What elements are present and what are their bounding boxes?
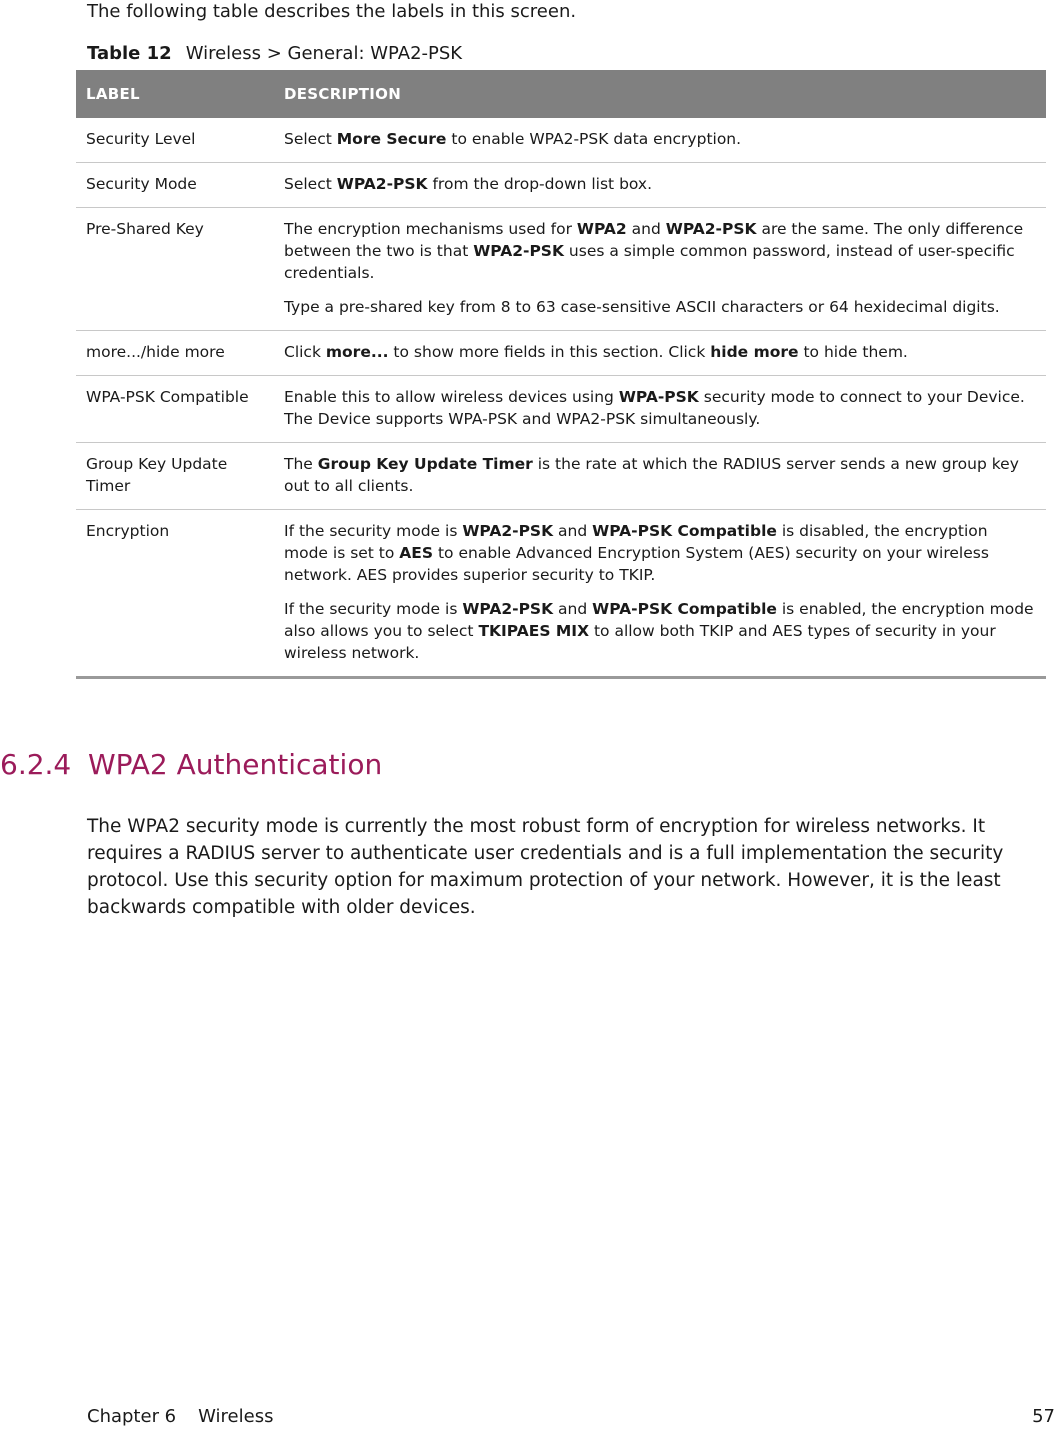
text-segment: and bbox=[626, 220, 666, 238]
section-heading bbox=[0, 748, 382, 781]
description-paragraph bbox=[284, 128, 1036, 150]
bold-term: Group Key Update Timer bbox=[317, 455, 533, 473]
row-label: Group Key Update Timer bbox=[76, 443, 274, 510]
bold-term: More Secure bbox=[336, 130, 447, 148]
text-segment: The bbox=[284, 455, 318, 473]
description-paragraph bbox=[284, 341, 1036, 363]
row-label: more.../hide more bbox=[76, 331, 274, 376]
table-row bbox=[76, 510, 1046, 678]
page-number: 57 bbox=[1032, 1406, 1055, 1427]
text-segment: Select bbox=[284, 130, 337, 148]
table-row bbox=[76, 376, 1046, 443]
text-segment: is enabled, the encryption mode also allows you to select bbox=[284, 600, 1034, 640]
text-segment: is disabled, the encryption mode is set to bbox=[284, 522, 988, 562]
text-segment: If the security mode is bbox=[284, 522, 463, 540]
table-row bbox=[76, 163, 1046, 208]
description-paragraph bbox=[284, 598, 1036, 664]
footer-chapter bbox=[87, 1406, 273, 1427]
text-segment: and bbox=[553, 522, 593, 540]
intro-text: The following table describes the labels in this screen. bbox=[87, 1, 577, 22]
row-label: Pre-Shared Key bbox=[76, 208, 274, 331]
row-label: Security Mode bbox=[76, 163, 274, 208]
text-segment: security mode to connect to your Device. The Device supports WPA-PSK and WPA2-PSK simultaneously. bbox=[284, 388, 1025, 428]
section-title: WPA2 Authentication bbox=[88, 748, 383, 781]
section-number: 6.2.4 bbox=[0, 748, 72, 781]
row-label: Encryption bbox=[76, 510, 274, 678]
section-body: The WPA2 security mode is currently the most robust form of encryption for wireless networks. It requires a RADIUS server to authenticate user credentials and is a full implementation the security protocol. Use this security option for maximum protection of your network. However, it is the least backwards compatible with older devices. bbox=[87, 816, 1004, 918]
text-segment: and bbox=[553, 600, 593, 618]
bold-term: WPA-PSK Compatible bbox=[592, 600, 777, 618]
row-description bbox=[274, 331, 1046, 376]
bold-term: AES bbox=[399, 544, 434, 562]
table-title: Wireless > General: WPA2-PSK bbox=[185, 43, 463, 64]
row-description bbox=[274, 208, 1046, 331]
description-paragraph bbox=[284, 520, 1036, 586]
description-table bbox=[76, 70, 1046, 679]
table-header-row bbox=[76, 70, 1046, 118]
text-segment: to hide them. bbox=[798, 343, 908, 361]
bold-term: WPA-PSK bbox=[618, 388, 699, 406]
text-segment: Type a pre-shared key from 8 to 63 case-sensitive ASCII characters or 64 hexidecimal digits. bbox=[284, 298, 1000, 316]
text-segment: Select bbox=[284, 175, 337, 193]
text-segment: to allow both TKIP and AES types of security in your wireless network. bbox=[284, 622, 996, 662]
table-row bbox=[76, 208, 1046, 331]
footer-chapter-title: Wireless bbox=[198, 1406, 274, 1427]
bold-term: WPA2-PSK bbox=[665, 220, 757, 238]
row-description bbox=[274, 443, 1046, 510]
row-description bbox=[274, 510, 1046, 678]
header-label: LABEL bbox=[76, 70, 274, 118]
text-segment: are the same. The only difference between the two is that bbox=[284, 220, 1024, 260]
bold-term: WPA2-PSK bbox=[462, 522, 554, 540]
bold-term: WPA2-PSK bbox=[336, 175, 428, 193]
text-segment: The encryption mechanisms used for bbox=[284, 220, 577, 238]
table-number: Table 12 bbox=[87, 43, 172, 64]
description-paragraph bbox=[284, 173, 1036, 195]
row-label: WPA-PSK Compatible bbox=[76, 376, 274, 443]
bold-term: WPA2 bbox=[576, 220, 627, 238]
row-label: Security Level bbox=[76, 118, 274, 163]
table-caption bbox=[87, 42, 462, 66]
text-segment: from the drop-down list box. bbox=[427, 175, 653, 193]
bold-term: hide more bbox=[710, 343, 799, 361]
footer-chapter-number: Chapter 6 bbox=[87, 1406, 177, 1427]
row-description bbox=[274, 118, 1046, 163]
text-segment: is the rate at which the RADIUS server sends a new group key out to all clients. bbox=[284, 455, 1019, 495]
text-segment: Enable this to allow wireless devices using bbox=[284, 388, 619, 406]
bold-term: WPA2-PSK bbox=[462, 600, 554, 618]
header-description: DESCRIPTION bbox=[274, 70, 1046, 118]
table-body bbox=[76, 118, 1046, 678]
text-segment: to enable Advanced Encryption System (AES) security on your wireless network. AES provides superior security to TKIP. bbox=[284, 544, 989, 584]
text-segment: Click bbox=[284, 343, 326, 361]
text-segment: to enable WPA2-PSK data encryption. bbox=[446, 130, 742, 148]
text-segment: If the security mode is bbox=[284, 600, 463, 618]
row-description bbox=[274, 163, 1046, 208]
description-paragraph bbox=[284, 386, 1036, 430]
table-row bbox=[76, 118, 1046, 163]
bold-term: WPA2-PSK bbox=[473, 242, 564, 260]
description-paragraph bbox=[284, 296, 1036, 318]
table-row bbox=[76, 331, 1046, 376]
bold-term: WPA-PSK Compatible bbox=[592, 522, 777, 540]
bold-term: TKIPAES MIX bbox=[478, 622, 590, 640]
description-paragraph bbox=[284, 453, 1036, 497]
row-description bbox=[274, 376, 1046, 443]
description-paragraph bbox=[284, 218, 1036, 284]
bold-term: more... bbox=[325, 343, 389, 361]
text-segment: uses a simple common password, instead of user-specific credentials. bbox=[284, 242, 1015, 282]
text-segment: to show more fields in this section. Click bbox=[388, 343, 711, 361]
table-row bbox=[76, 443, 1046, 510]
